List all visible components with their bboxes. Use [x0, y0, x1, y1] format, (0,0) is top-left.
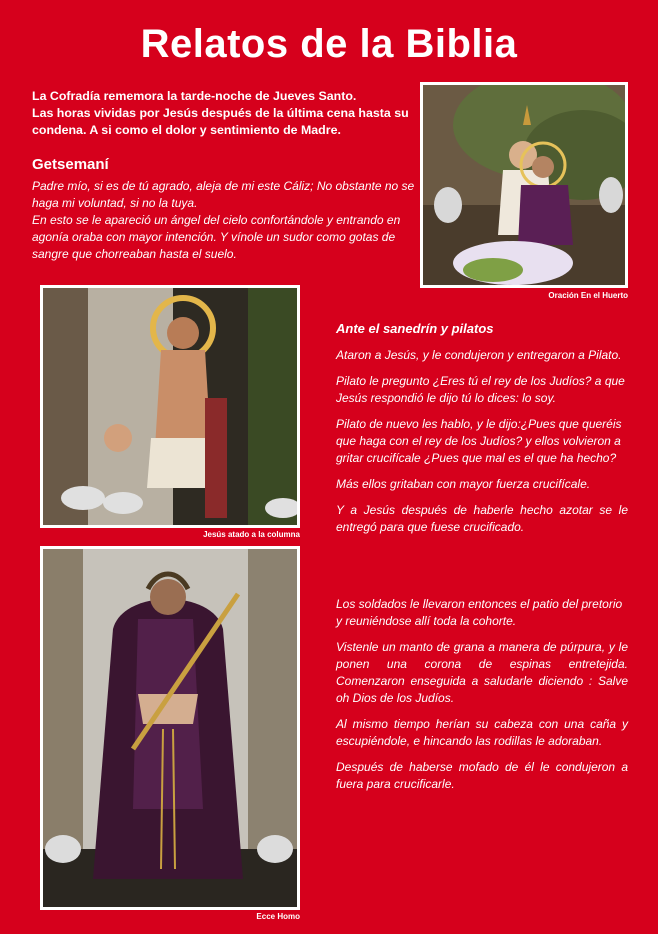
intro-text	[32, 88, 422, 139]
caption-oracion: Oración En el Huerto	[548, 291, 628, 300]
sanedrin-paragraph: Pilato de nuevo les hablo, y le dijo:¿Pues que queréis que haga con el rey de los Judíos? y ellos volvieron a gritar crucifícale ¿Pues que mal es el que ha hecho?	[336, 417, 622, 465]
getsemani-paragraph: En esto se le apareció un ángel del cielo confortándole y entrando en agonía oraba con mayor intención. Y vínole un sudor como gotas de sangre que chorreaban hasta el suelo.	[32, 213, 401, 261]
sanedrin-paragraph: Más ellos gritaban con mayor fuerza crucifícale.	[336, 477, 591, 491]
getsemani-paragraph: Padre mío, si es de tú agrado, aleja de mi este Cáliz; No obstante no se haga mi voluntad, si no la tuya.	[32, 179, 415, 210]
columna-photo	[40, 285, 300, 528]
intro-line: La Cofradía rememora la tarde-noche de Jueves Santo.	[32, 89, 357, 103]
columna-image	[43, 288, 297, 525]
oracion-huerto-image	[423, 85, 625, 285]
sanedrin-section	[336, 320, 628, 545]
getsemani-text	[32, 178, 417, 263]
soldados-section	[336, 596, 628, 802]
caption-columna: Jesús atado a la columna	[203, 530, 300, 539]
page-title: Relatos de la Biblia	[140, 22, 518, 66]
sanedrin-paragraph: Pilato le pregunto ¿Eres tú el rey de los Judíos? a que Jesús respondió le dijo tú lo dices: lo soy.	[336, 374, 625, 405]
ecce-homo-image	[43, 549, 297, 907]
getsemani-heading: Getsemaní	[32, 156, 109, 173]
caption-ecce: Ecce Homo	[256, 912, 300, 921]
intro-line: Las horas vividas por Jesús después de la última cena hasta su condena. A si como el dolor y sentimiento de Madre.	[32, 106, 409, 137]
sanedrin-paragraph: Ataron a Jesús, y le condujeron y entregaron a Pilato.	[336, 348, 622, 362]
soldados-paragraph: Después de haberse mofado de él le condujeron a fuera para crucificarle.	[336, 760, 628, 791]
sanedrin-paragraph: Y a Jesús después de haberle hecho azotar se le entregó para que fuese crucificado.	[336, 503, 628, 534]
soldados-paragraph: Los soldados le llevaron entonces el patio del pretorio y reuniéndose allí toda la cohorte.	[336, 597, 623, 628]
oracion-huerto-photo	[420, 82, 628, 288]
soldados-paragraph: Vistenle un manto de grana a manera de púrpura, y le ponen una corona de espinas entretejida. Comenzaron enseguida a saludarle diciendo : Salve oh Dios de los Judíos.	[336, 640, 628, 705]
ecce-homo-photo	[40, 546, 300, 910]
soldados-paragraph: Al mismo tiempo herían su cabeza con una caña y escupiéndole, e hincando las rodillas le adoraban.	[336, 717, 628, 748]
sanedrin-heading: Ante el sanedrín y pilatos	[336, 321, 494, 336]
